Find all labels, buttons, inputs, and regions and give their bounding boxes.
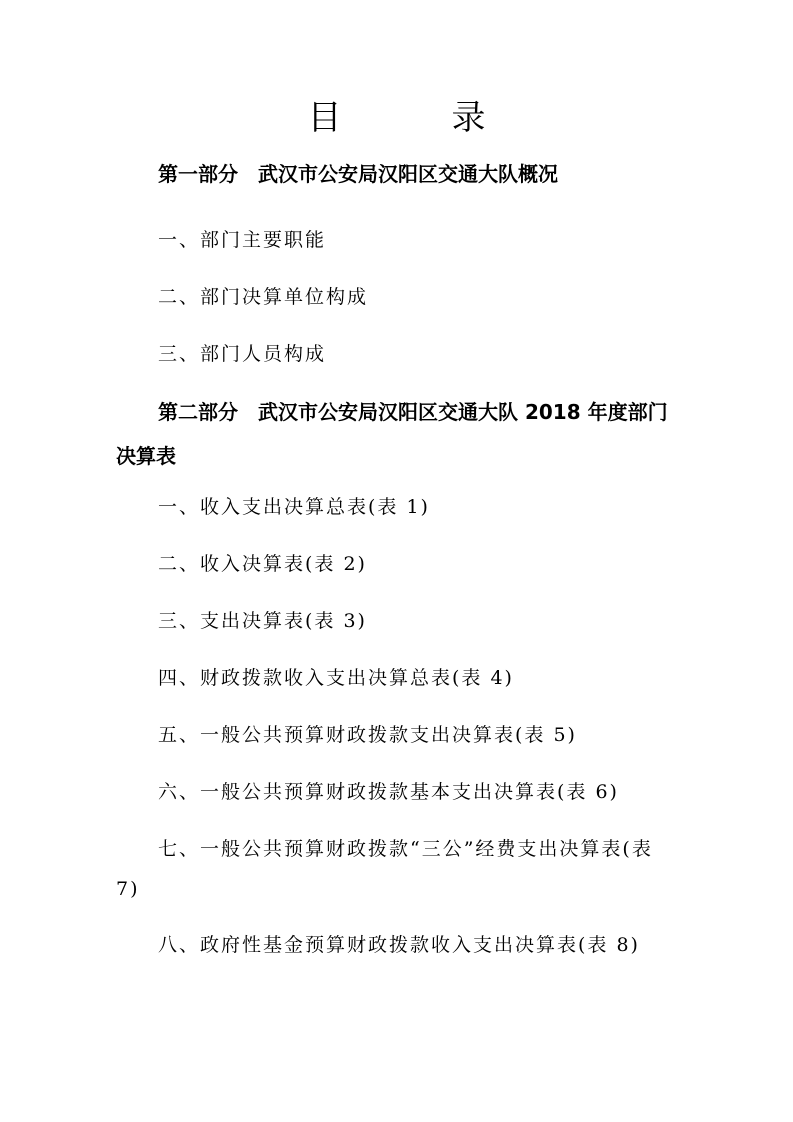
part2-heading: 第二部分 武汉市公安局汉阳区交通大队 2018 年度部门决算表 bbox=[116, 400, 668, 468]
toc-item: 四、财政拨款收入支出决算总表(表 4) bbox=[158, 667, 514, 689]
toc-item: 五、一般公共预算财政拨款支出决算表(表 5) bbox=[158, 724, 577, 746]
part1-heading: 第一部分 武汉市公安局汉阳区交通大队概况 bbox=[158, 162, 558, 186]
toc-item: 七、一般公共预算财政拨款“三公”经费支出决算表(表 7) bbox=[116, 838, 653, 900]
toc-item: 一、收入支出决算总表(表 1) bbox=[158, 496, 430, 518]
toc-item: 三、支出决算表(表 3) bbox=[158, 610, 367, 632]
page-title: 目 录 bbox=[307, 98, 524, 138]
toc-item: 一、部门主要职能 bbox=[158, 229, 327, 251]
toc-item: 八、政府性基金预算财政拨款收入支出决算表(表 8) bbox=[158, 934, 640, 956]
toc-item: 二、收入决算表(表 2) bbox=[158, 553, 367, 575]
toc-item: 三、部门人员构成 bbox=[158, 343, 327, 365]
toc-item: 二、部门决算单位构成 bbox=[158, 286, 369, 308]
toc-item: 六、一般公共预算财政拨款基本支出决算表(表 6) bbox=[158, 781, 619, 803]
